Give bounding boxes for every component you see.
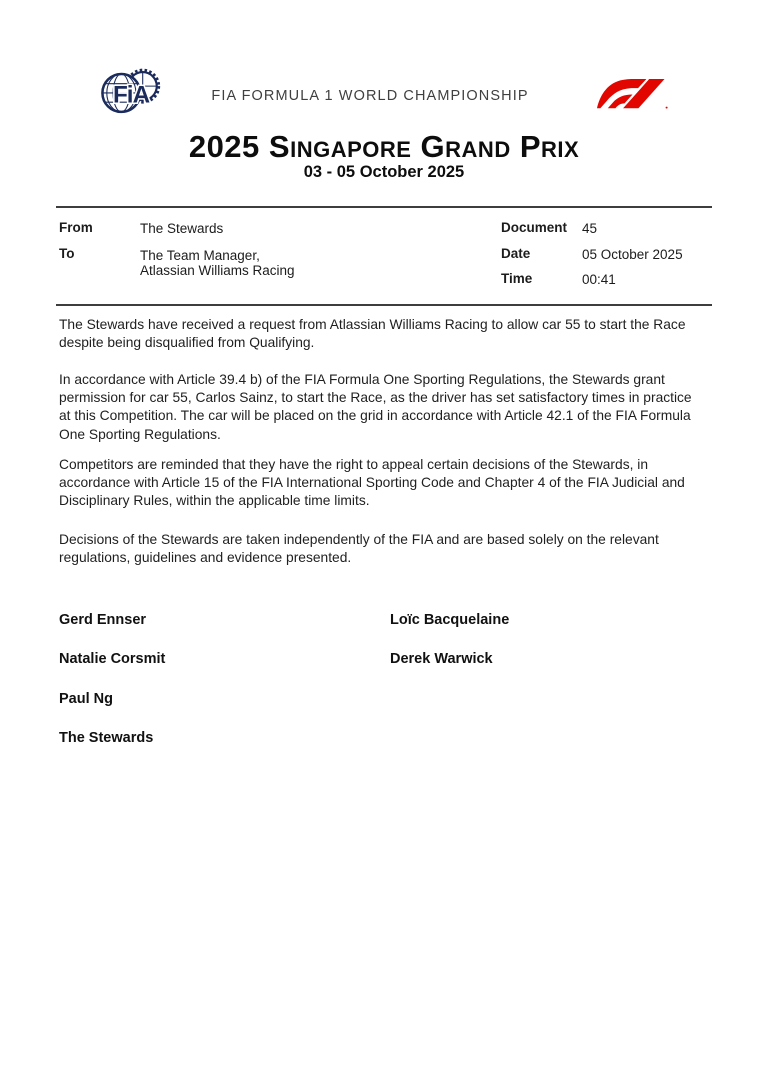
signature-name-right: Loïc Bacquelaine	[390, 612, 510, 628]
date-value: 05 October 2025	[582, 247, 683, 262]
fia-logo	[100, 65, 166, 117]
document-value: 45	[582, 221, 598, 236]
to-value	[140, 249, 295, 278]
signature-name-left: Gerd Ennser	[59, 612, 147, 628]
f1-logo-icon	[597, 79, 668, 109]
time-value: 00:41	[582, 272, 616, 287]
signature-row	[59, 730, 703, 748]
event-title: 2025 Singapore Grand Prix	[188, 129, 580, 164]
fia-logo-text: FiA	[112, 81, 150, 109]
paragraph-independence: Decisions of the Stewards are taken independently of the FIA and are based solely on the relevant regulations, guidelines and evidence presented.	[59, 532, 659, 566]
signature-name-left: Natalie Corsmit	[59, 651, 166, 667]
to-value-line2: Atlassian Williams Racing	[140, 262, 295, 278]
signature-name-right: Derek Warwick	[390, 651, 493, 667]
time-label: Time	[501, 271, 533, 286]
from-label: From	[59, 220, 93, 235]
paragraph-appeal-rights: Competitors are reminded that they have the right to appeal certain decisions of the Stewards, in accordance with Article 15 of the FIA International Sporting Code and Chapter 4 of the FIA Judicial and Disciplinary Rules, within the applicable time limits.	[59, 457, 685, 509]
signature-row	[59, 651, 703, 669]
signature-row	[59, 691, 703, 709]
to-label: To	[59, 246, 75, 261]
championship-title: FIA FORMULA 1 WORLD CHAMPIONSHIP	[211, 88, 529, 104]
document-label: Document	[501, 220, 568, 235]
fia-logo-icon	[100, 65, 166, 117]
from-value: The Stewards	[140, 221, 224, 236]
signature-name-left: Paul Ng	[59, 691, 113, 707]
meta-separator-bottom	[56, 304, 712, 306]
f1-logo	[597, 79, 668, 110]
meta-separator-top	[56, 206, 712, 208]
paragraph-decision: In accordance with Article 39.4 b) of the FIA Formula One Sporting Regulations, the Stewards grant permission for car 55, Carlos Sainz, to start the Race, as the driver has set satisfactory times in practice at this Competition. The car will be placed on the grid in accordance with Article 42.1 of the FIA Formula One Sporting Regulations.	[59, 372, 692, 442]
to-value-line1: The Team Manager,	[140, 248, 260, 263]
date-label: Date	[501, 246, 531, 261]
signature-row	[59, 612, 703, 630]
signature-name-left: The Stewards	[59, 730, 154, 746]
event-dates: 03 - 05 October 2025	[303, 163, 465, 181]
paragraph-request: The Stewards have received a request from Atlassian Williams Racing to allow car 55 to start the Race despite being disqualified from Qualifying.	[59, 317, 686, 351]
